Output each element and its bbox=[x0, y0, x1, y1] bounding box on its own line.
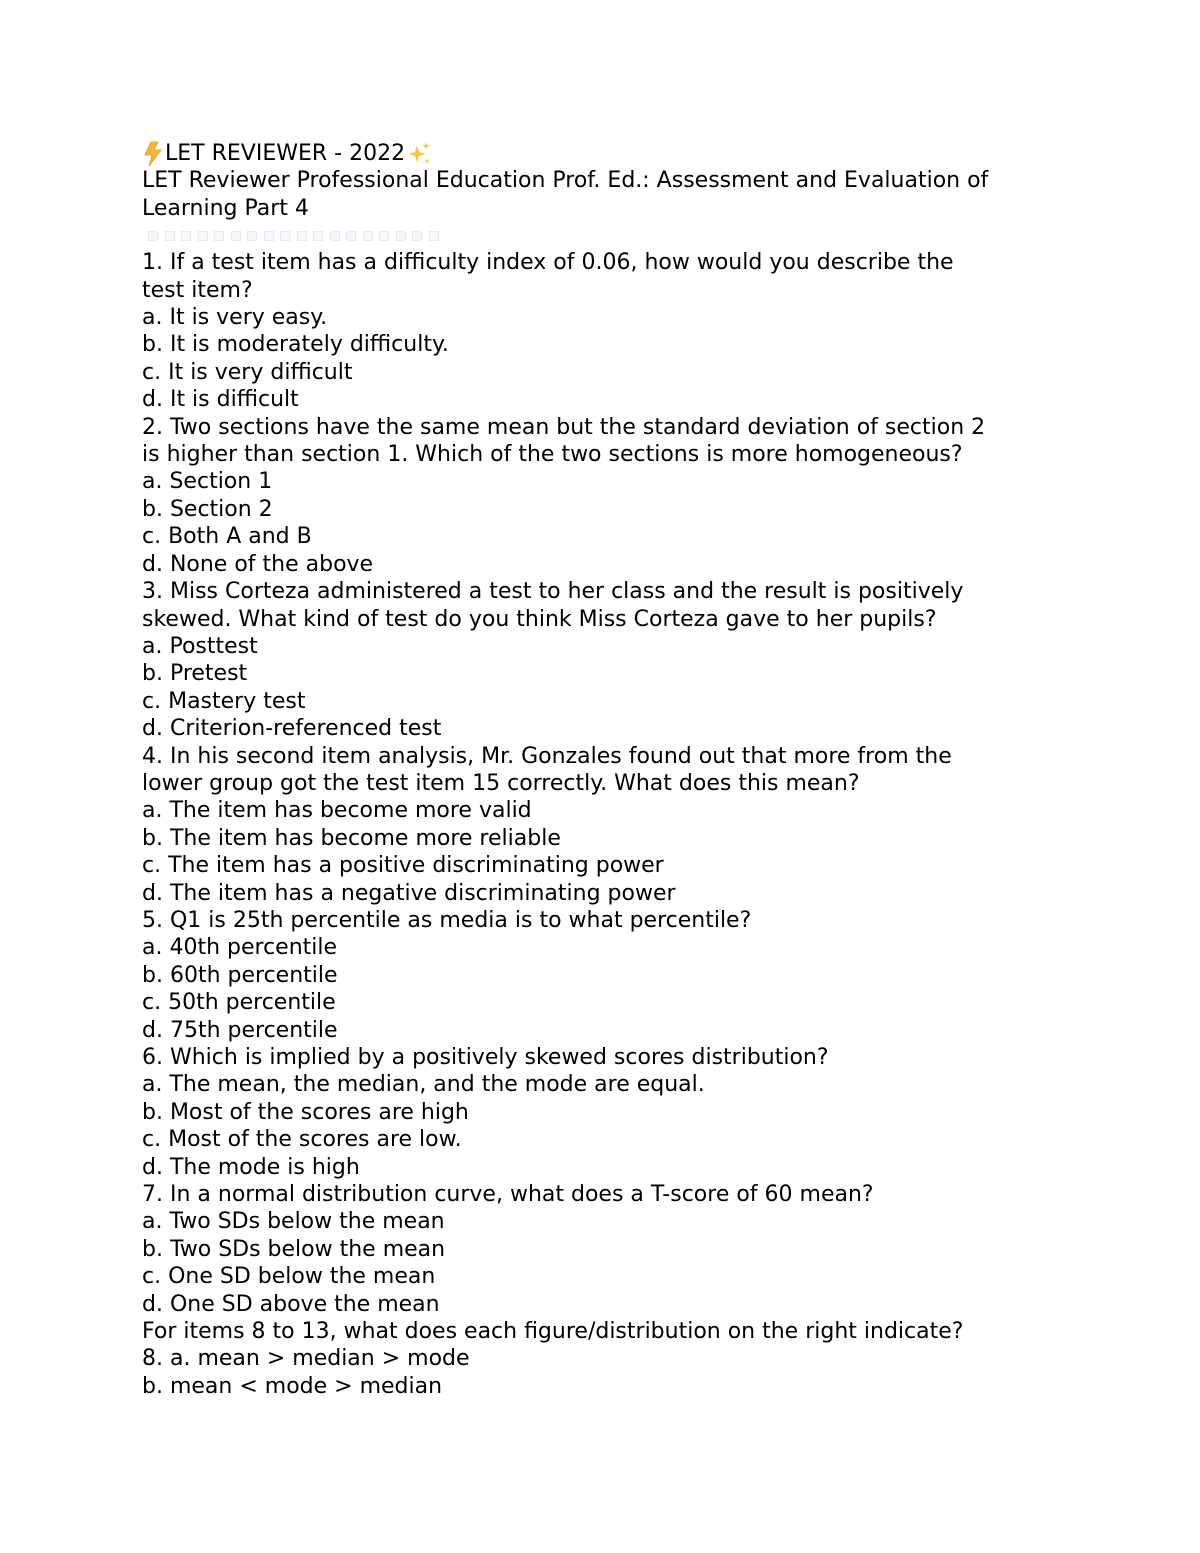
document-line: d. One SD above the mean bbox=[142, 1291, 440, 1317]
document-line: b. 60th percentile bbox=[142, 962, 338, 988]
placeholder-box-icon bbox=[429, 231, 439, 241]
document-line: b. Section 2 bbox=[142, 496, 273, 522]
document-line: a. The mean, the median, and the mode are equal. bbox=[142, 1072, 705, 1098]
document-line: 2. Two sections have the same mean but the standard deviation of section 2 bbox=[142, 414, 986, 440]
document-line: 8. a. mean > median > mode bbox=[142, 1346, 470, 1372]
document-subtitle: LET Reviewer Professional Education Prof. Ed.: Assessment and Evaluation of Learning Part 4 bbox=[142, 168, 989, 221]
document-line: 7. In a normal distribution curve, what does a T-score of 60 mean? bbox=[142, 1182, 874, 1208]
document-line: c. 50th percentile bbox=[142, 990, 336, 1016]
document-line: 6. Which is implied by a positively skewed scores distribution? bbox=[142, 1045, 829, 1070]
document-line: b. It is moderately difficulty. bbox=[142, 332, 449, 358]
document-line: b. The item has become more reliable bbox=[142, 825, 561, 851]
document-line: d. It is difficult bbox=[142, 387, 299, 413]
placeholder-boxes-row bbox=[142, 222, 1062, 249]
placeholder-box-icon bbox=[280, 231, 290, 241]
document-line: lower group got the test item 15 correctly. What does this mean? bbox=[142, 770, 860, 796]
document-line: b. Most of the scores are high bbox=[142, 1099, 469, 1125]
document-title-line bbox=[142, 140, 1062, 167]
document-line: c. It is very difficult bbox=[142, 359, 353, 385]
document-title: LET REVIEWER - 2022 bbox=[165, 141, 406, 166]
placeholder-box-icon bbox=[165, 231, 175, 241]
document-line: c. The item has a positive discriminating power bbox=[142, 853, 664, 879]
lightning-bolt-icon bbox=[142, 141, 164, 167]
document-line: c. Both A and B bbox=[142, 524, 312, 550]
document-line: a. Section 1 bbox=[142, 469, 273, 495]
document-line: 3. Miss Corteza administered a test to her class and the result is positively bbox=[142, 579, 964, 605]
placeholder-box-icon bbox=[247, 231, 257, 241]
placeholder-box-icon bbox=[264, 231, 274, 241]
document-line: For items 8 to 13, what does each figure/distribution on the right indicate? bbox=[142, 1319, 964, 1345]
placeholder-box-icon bbox=[330, 231, 340, 241]
placeholder-box-icon bbox=[379, 231, 389, 241]
placeholder-box-icon bbox=[313, 231, 323, 241]
placeholder-box-icon bbox=[396, 231, 406, 241]
placeholder-box-icon bbox=[412, 231, 422, 241]
document-line: d. The item has a negative discriminating power bbox=[142, 880, 676, 906]
document-line: d. 75th percentile bbox=[142, 1017, 338, 1043]
document-line: 5. Q1 is 25th percentile as media is to what percentile? bbox=[142, 907, 752, 933]
document-line: d. Criterion-referenced test bbox=[142, 716, 442, 742]
document-line: a. Posttest bbox=[142, 633, 258, 659]
document-line: b. Pretest bbox=[142, 661, 248, 687]
document-line: a. Two SDs below the mean bbox=[142, 1209, 445, 1235]
document-line: b. mean < mode > median bbox=[142, 1373, 443, 1399]
document-line: a. 40th percentile bbox=[142, 935, 338, 961]
document-line: skewed. What kind of test do you think Miss Corteza gave to her pupils? bbox=[142, 606, 937, 632]
document-line: b. Two SDs below the mean bbox=[142, 1236, 446, 1262]
sparkles-icon bbox=[406, 141, 432, 167]
document-line: c. Most of the scores are low. bbox=[142, 1127, 462, 1153]
placeholder-box-icon bbox=[231, 231, 241, 241]
placeholder-box-icon bbox=[198, 231, 208, 241]
placeholder-box-icon bbox=[214, 231, 224, 241]
document-line: 1. If a test item has a difficulty index of 0.06, how would you describe the bbox=[142, 250, 954, 276]
placeholder-box-icon bbox=[297, 231, 307, 241]
placeholder-box-icon bbox=[346, 231, 356, 241]
document-line: test item? bbox=[142, 277, 253, 303]
document-page bbox=[142, 140, 1062, 1400]
placeholder-box-icon bbox=[148, 231, 158, 241]
document-line: d. The mode is high bbox=[142, 1154, 360, 1180]
document-line: d. None of the above bbox=[142, 551, 374, 577]
document-line: a. The item has become more valid bbox=[142, 798, 532, 824]
placeholder-box-icon bbox=[363, 231, 373, 241]
document-line: c. Mastery test bbox=[142, 688, 306, 714]
placeholder-box-icon bbox=[181, 231, 191, 241]
document-body bbox=[142, 249, 1062, 1400]
document-line: c. One SD below the mean bbox=[142, 1264, 436, 1290]
document-line: a. It is very easy. bbox=[142, 305, 328, 331]
document-line: 4. In his second item analysis, Mr. Gonzales found out that more from the bbox=[142, 743, 952, 769]
document-line: is higher than section 1. Which of the two sections is more homogeneous? bbox=[142, 442, 963, 468]
